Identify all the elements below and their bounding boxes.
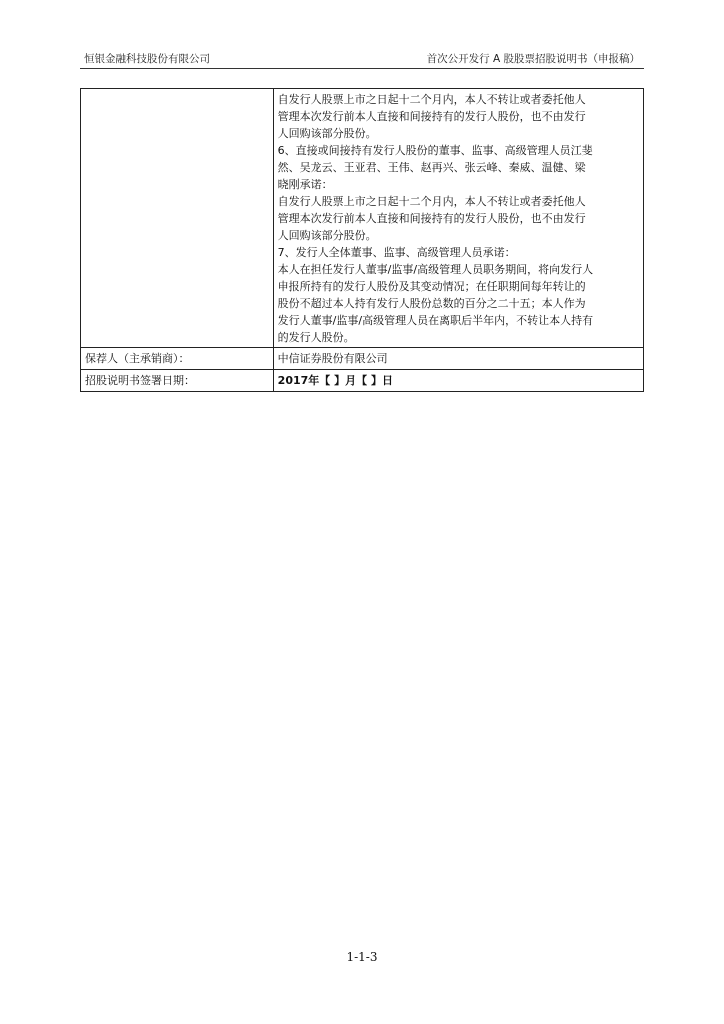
page-number: 1-1-3: [346, 950, 378, 964]
commitment-line: 人回购该部分股份。: [277, 229, 377, 242]
commitment-line: 人回购该部分股份。: [277, 127, 377, 140]
commitment-line: 晓刚承诺：: [277, 178, 333, 191]
commitment-line: 7、发行人全体董事、监事、高级管理人员承诺：: [277, 246, 516, 259]
commitment-line: 自发行人股票上市之日起十二个月内，本人不转让或者委托他人: [277, 93, 586, 106]
sponsor-label: 保荐人（主承销商）：: [81, 348, 274, 370]
sponsor-row: [81, 348, 644, 370]
signing-date-row: [81, 370, 644, 392]
page-header: [80, 50, 644, 69]
commitment-line: 的发行人股份。: [277, 331, 355, 344]
commitment-line: 然、吴龙云、王亚君、王伟、赵再兴、张云峰、秦威、温健、梁: [277, 161, 586, 174]
commitments-label-cell: [81, 89, 274, 348]
prospectus-info-table: [80, 88, 644, 392]
commitment-line: 自发行人股票上市之日起十二个月内，本人不转让或者委托他人: [277, 195, 586, 208]
signing-date-label: 招股说明书签署日期：: [81, 370, 274, 392]
commitment-line: 股份不超过本人持有发行人股份总数的百分之二十五；本人作为: [277, 297, 586, 310]
commitment-line: 发行人董事/监事/高级管理人员在离职后半年内，不转让本人持有: [277, 314, 594, 327]
document-title: 首次公开发行 A 股股票招股说明书（申报稿）: [426, 53, 640, 65]
company-name: 恒银金融科技股份有限公司: [84, 53, 210, 65]
commitment-line: 管理本次发行前本人直接和间接持有的发行人股份，也不由发行: [277, 110, 586, 123]
signing-date-value: 2017年【 】月【 】日: [273, 370, 643, 392]
commitments-row: [81, 89, 644, 348]
commitment-line: 6、直接或间接持有发行人股份的董事、监事、高级管理人员江斐: [277, 144, 593, 157]
commitment-line: 申报所持有的发行人股份及其变动情况；在任职期间每年转让的: [277, 280, 586, 293]
commitment-line: 管理本次发行前本人直接和间接持有的发行人股份，也不由发行: [277, 212, 586, 225]
sponsor-value: 中信证券股份有限公司: [273, 348, 643, 370]
commitments-text-cell: [273, 89, 643, 348]
commitment-line: 本人在担任发行人董事/监事/高级管理人员职务期间，将向发行人: [277, 263, 594, 276]
